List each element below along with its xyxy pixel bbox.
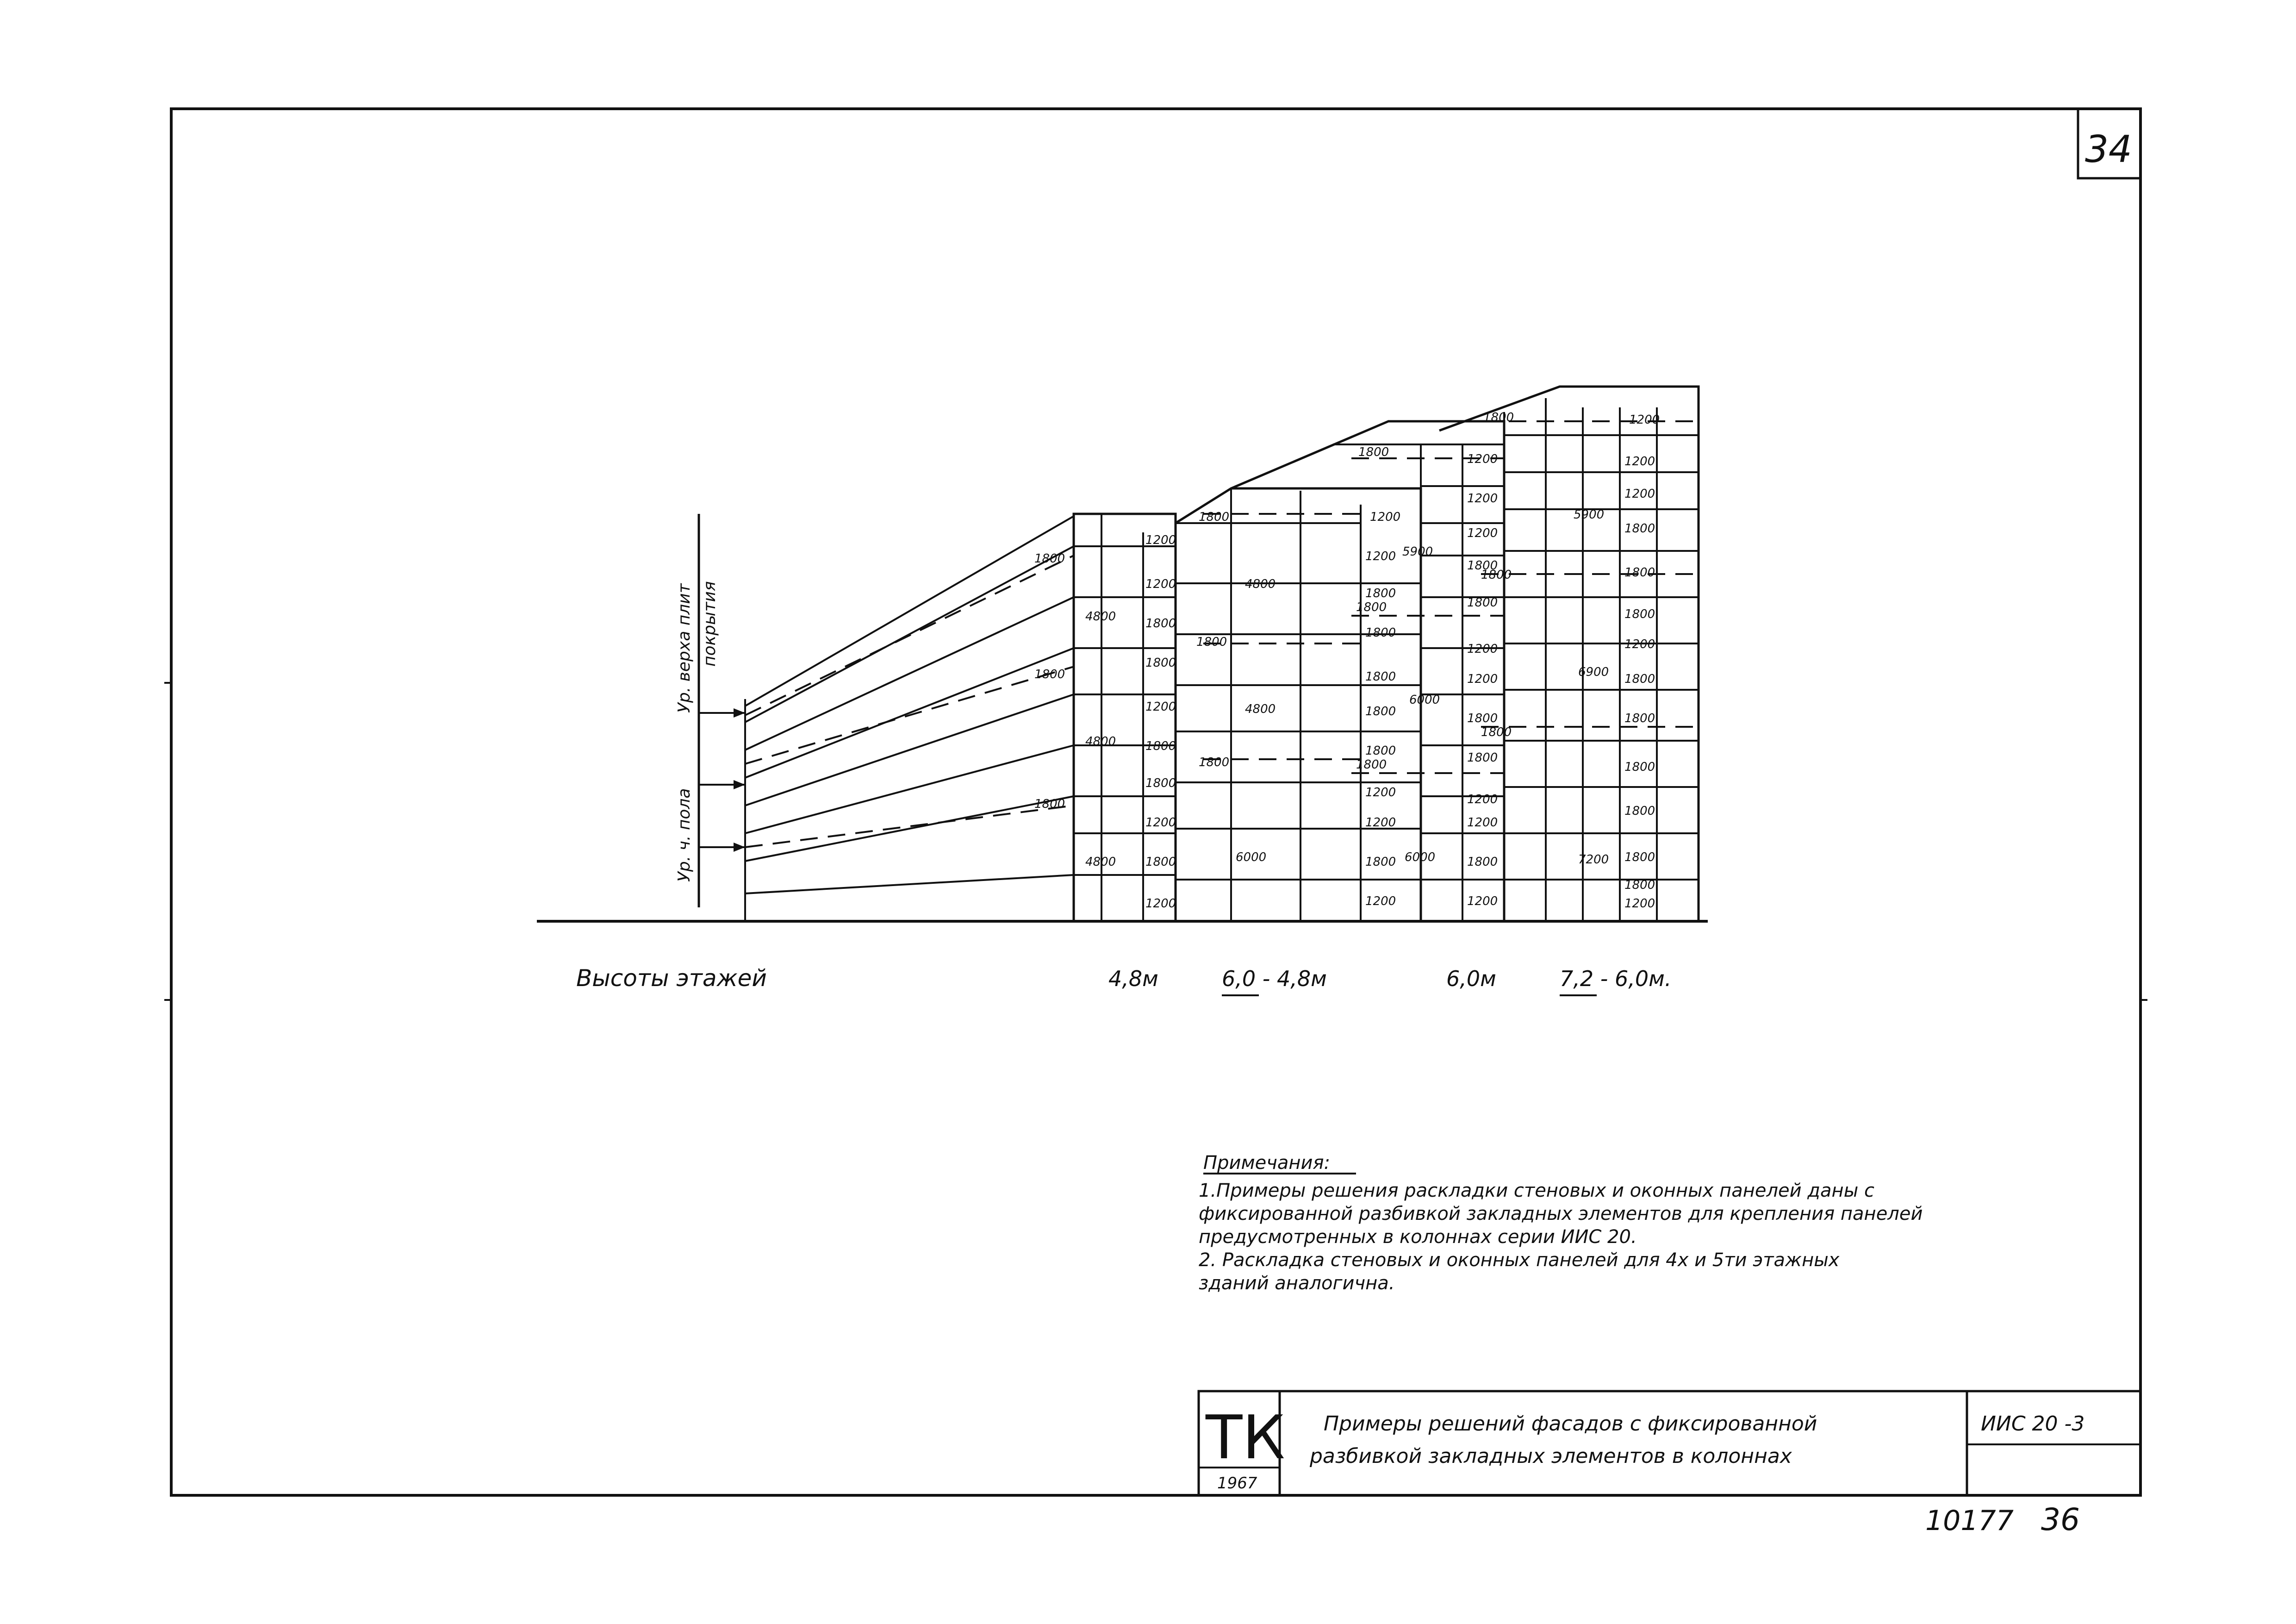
title-line-2: разбивкой закладных элементов в колоннах [1310,1444,1792,1468]
b4-right-dim: 1200 [1624,487,1655,501]
roof-level-label-1: Ур. верха плит [675,583,694,713]
b1-right-dim: 1200 [1145,700,1176,714]
b2-right-dim: 1200 [1365,816,1396,830]
b3-right-dim: 1800 [1467,751,1498,765]
b3-right-dim: 1200 [1467,793,1498,806]
b4-mark-bot: 1800 [1481,725,1512,739]
org-mark: ТК [1206,1402,1285,1473]
b2-right-dim: 1200 [1370,510,1401,524]
b1-right-dim: 1800 [1145,855,1176,869]
b2-right-dim: 1800 [1365,626,1396,640]
b2-right-dims [1365,510,1400,908]
b2-mark-mid: 1800 [1196,635,1227,649]
b2-span-mid: 4800 [1245,702,1276,716]
b4-right-dim: 1800 [1624,566,1655,580]
b4-right-dim: 1200 [1629,413,1660,427]
heights-title: Высоты этажей [576,965,767,992]
b2-span-top: 4800 [1245,577,1276,591]
b3-right-dim: 1200 [1467,672,1498,686]
b1-right-dim: 1200 [1145,533,1176,547]
b1-mark-mid: 1800 [1034,668,1065,681]
roof-level-label-2: покрытия [700,581,719,667]
b4-right-dim: 1200 [1624,455,1655,468]
b4-right-dim: 1200 [1624,897,1655,911]
sheet-number: 34 [2085,128,2132,171]
page-number: 36 [2041,1502,2080,1537]
b2-right-dim: 1800 [1365,744,1396,758]
b2-mark-top: 1800 [1199,510,1230,524]
b4-right-dim: 1800 [1624,878,1655,892]
archive-number: 10177 [1925,1505,2014,1537]
b4-mark-top: 1800 [1483,411,1514,425]
title-line-1: Примеры решений фасадов с фиксированной [1324,1412,1817,1436]
b4-right-dim: 1800 [1624,850,1655,864]
org-year: 1967 [1217,1474,1257,1493]
b3-right-dim: 1200 [1467,816,1498,830]
b1-span-top: 4800 [1085,610,1116,624]
b2-right-dim: 1200 [1365,894,1396,908]
b1-right-dim: 1800 [1145,656,1176,670]
b2-right-dim: 1800 [1365,587,1396,600]
b4-span-top: 5900 [1574,508,1605,522]
receding-facade [745,516,1074,921]
height-block-2: 6,0 - 4,8м [1222,966,1327,991]
level-markers [699,514,745,907]
b1-right-dim: 1200 [1145,897,1176,911]
height-block-3: 6,0м [1446,966,1496,991]
b2-right-dim: 1800 [1365,855,1396,869]
b3-right-dim: 1200 [1467,492,1498,506]
height-block-4: 7,2 - 6,0м. [1560,966,1672,991]
b1-right-dims [1145,533,1176,911]
b3-mark-top: 1800 [1358,445,1389,459]
b1-right-dim: 1800 [1145,776,1176,790]
b1-right-dim: 1800 [1145,617,1176,631]
b3-right-dim: 1200 [1467,642,1498,656]
notes-line-5: зданий аналогична. [1199,1273,1395,1294]
b3-right-dim: 1200 [1467,894,1498,908]
b1-right-dim: 1200 [1145,577,1176,591]
floor-level-label: Ур. ч. пола [675,788,694,882]
b1-mark-bot: 1800 [1034,797,1065,811]
height-block-1: 4,8м [1108,966,1158,991]
b1-span-bot: 4800 [1085,855,1116,869]
b2-right-dim: 1800 [1365,670,1396,684]
b1-right-dim: 1800 [1145,739,1176,753]
notes-line-3: предусмотренных в колоннах серии ИИС 20. [1199,1226,1637,1248]
b2-mark-bot: 1800 [1199,756,1230,769]
b4-right-dim: 1800 [1624,712,1655,725]
b3-right-dim: 1200 [1467,452,1498,466]
b4-right-dim: 1800 [1624,522,1655,536]
b3-right-dim: 1800 [1467,559,1498,573]
b3-mark-bot: 1800 [1356,758,1387,772]
b3-span-mid: 6000 [1409,693,1440,707]
b4-right-dim: 1800 [1624,760,1655,774]
sheet-frame [171,109,2140,1495]
b3-span-bot: 6000 [1405,850,1436,864]
b4-right-dims [1624,413,1660,911]
b4-right-dim: 1800 [1624,672,1655,686]
b3-right-dim: 1200 [1467,526,1498,540]
notes-line-2: фиксированной разбивкой закладных элементов для крепления панелей [1199,1203,1923,1224]
b1-span-mid: 4800 [1085,735,1116,749]
b2-right-dim: 1800 [1365,705,1396,718]
b4-right-dim: 1800 [1624,804,1655,818]
b4-span-mid: 6900 [1578,665,1609,679]
b2-span-bot: 6000 [1236,850,1267,864]
b3-right-dims [1467,452,1498,908]
b2-right-dim: 1200 [1365,550,1396,563]
b4-mark-mid: 1800 [1481,568,1512,582]
b3-right-dim: 1800 [1467,855,1498,869]
b2-right-dim: 1200 [1365,786,1396,800]
drawing-code: ИИС 20 -3 [1981,1412,2085,1436]
b4-right-dim: 1200 [1624,637,1655,651]
b3-right-dim: 1800 [1467,712,1498,725]
b1-mark-top: 1800 [1034,552,1065,566]
b3-right-dim: 1800 [1467,596,1498,610]
notes-line-4: 2. Раскладка стеновых и оконных панелей для 4х и 5ти этажных [1199,1249,1840,1271]
b3-mark-mid: 1800 [1356,600,1387,614]
b1-right-dim: 1200 [1145,816,1176,830]
notes-title: Примечания: [1203,1152,1331,1174]
b4-right-dim: 1800 [1624,607,1655,621]
b4-span-bot: 7200 [1578,853,1609,867]
notes-line-1: 1.Примеры решения раскладки стеновых и оконных панелей даны с [1199,1180,1874,1201]
title-block [1199,1391,2140,1495]
b3-span-top: 5900 [1402,545,1433,559]
